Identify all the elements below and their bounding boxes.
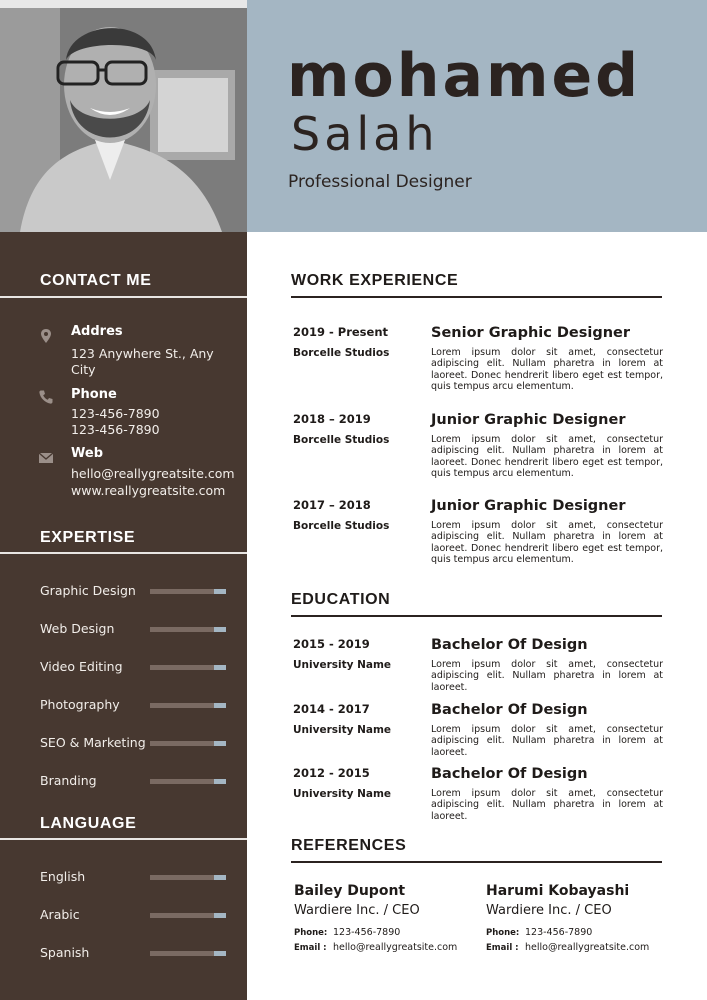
education-degree: Bachelor Of Design: [431, 702, 588, 718]
language-level-marker: [214, 913, 226, 918]
work-company: Borcelle Studios: [293, 520, 390, 532]
reference-name: Harumi Kobayashi: [486, 883, 630, 899]
work-date: 2019 - Present: [293, 325, 389, 339]
expertise-divider: [0, 552, 247, 554]
reference-role: Wardiere Inc. / CEO: [294, 903, 420, 918]
job-title: Professional Designer: [288, 172, 472, 192]
work-description: Lorem ipsum dolor sit amet, consectetur adipiscing elit. Nullam pharetra in lorem at laoreet. Donec hendrerit libero eget est tempor, quis tempus arcu elementum.: [431, 434, 663, 480]
work-position: Junior Graphic Designer: [431, 412, 626, 428]
education-description: Lorem ipsum dolor sit amet, consectetur adipiscing elit. Nullam pharetra in lorem at laoreet.: [431, 724, 663, 758]
education-school: University Name: [293, 788, 392, 800]
education-date: 2015 - 2019: [293, 637, 370, 651]
education-title: EDUCATION: [291, 591, 391, 608]
address-label: Addres: [71, 324, 123, 339]
skill-level-marker: [214, 741, 226, 746]
language-name: Spanish: [40, 945, 90, 960]
profile-photo: [0, 0, 247, 232]
education-description: Lorem ipsum dolor sit amet, consectetur adipiscing elit. Nullam pharetra in lorem at laoreet.: [431, 659, 663, 693]
work-divider: [291, 296, 662, 298]
skill-level-bar: [150, 665, 226, 670]
work-position: Junior Graphic Designer: [431, 498, 626, 514]
education-date: 2014 - 2017: [293, 702, 370, 716]
work-company: Borcelle Studios: [293, 434, 390, 446]
work-position: Senior Graphic Designer: [431, 325, 631, 341]
skill-level-marker: [214, 779, 226, 784]
reference-email: hello@reallygreatsite.com: [525, 942, 650, 953]
skill-name: Video Editing: [40, 659, 123, 674]
phone-icon: [38, 389, 54, 405]
language-level-marker: [214, 951, 226, 956]
sidebar: [0, 232, 247, 1000]
web-label: Web: [71, 446, 103, 461]
language-level-marker: [214, 875, 226, 880]
contact-divider: [0, 296, 247, 298]
reference-phone: 123-456-7890: [525, 927, 593, 938]
skill-level-bar: [150, 741, 226, 746]
phone-value-1: 123-456-7890: [71, 406, 160, 421]
skill-name: Web Design: [40, 621, 115, 636]
reference-email: hello@reallygreatsite.com: [333, 942, 458, 953]
website-value: www.reallygreatsite.com: [71, 483, 226, 498]
phone-label: Phone: [71, 387, 117, 402]
portrait-illustration: [0, 0, 247, 232]
email-value: hello@reallygreatsite.com: [71, 466, 235, 481]
skill-name: Branding: [40, 773, 97, 788]
reference-email-label: Email :: [294, 943, 327, 953]
name-header: [247, 0, 707, 232]
education-degree: Bachelor Of Design: [431, 637, 588, 653]
language-name: English: [40, 869, 86, 884]
work-title: WORK EXPERIENCE: [291, 272, 459, 289]
reference-phone-label: Phone:: [294, 928, 328, 938]
contact-title: CONTACT ME: [40, 272, 152, 289]
first-name: mohamed: [287, 41, 642, 111]
language-divider: [0, 838, 247, 840]
skill-level-bar: [150, 703, 226, 708]
skill-name: Photography: [40, 697, 120, 712]
language-level-bar: [150, 951, 226, 956]
language-level-bar: [150, 913, 226, 918]
education-description: Lorem ipsum dolor sit amet, consectetur adipiscing elit. Nullam pharetra in lorem at laoreet.: [431, 788, 663, 822]
education-divider: [291, 615, 662, 617]
work-date: 2018 – 2019: [293, 412, 371, 426]
email-icon: [38, 450, 54, 466]
last-name: Salah: [291, 107, 439, 161]
reference-role: Wardiere Inc. / CEO: [486, 903, 612, 918]
skill-level-bar: [150, 589, 226, 594]
address-value: 123 Anywhere St., Any City: [71, 346, 214, 377]
skill-level-marker: [214, 665, 226, 670]
work-date: 2017 – 2018: [293, 498, 371, 512]
language-title: LANGUAGE: [40, 815, 137, 832]
language-level-bar: [150, 875, 226, 880]
skill-level-bar: [150, 779, 226, 784]
education-school: University Name: [293, 659, 392, 671]
skill-level-marker: [214, 589, 226, 594]
reference-phone: 123-456-7890: [333, 927, 401, 938]
skill-level-bar: [150, 627, 226, 632]
work-company: Borcelle Studios: [293, 347, 390, 359]
references-divider: [291, 861, 662, 863]
education-school: University Name: [293, 724, 392, 736]
phone-value-2: 123-456-7890: [71, 422, 160, 437]
work-description: Lorem ipsum dolor sit amet, consectetur adipiscing elit. Nullam pharetra in lorem at laoreet. Donec hendrerit libero eget est tempor, quis tempus arcu elementum.: [431, 347, 663, 393]
education-degree: Bachelor Of Design: [431, 766, 588, 782]
references-title: REFERENCES: [291, 837, 407, 854]
expertise-title: EXPERTISE: [40, 529, 136, 546]
skill-level-marker: [214, 703, 226, 708]
work-description: Lorem ipsum dolor sit amet, consectetur adipiscing elit. Nullam pharetra in lorem at laoreet. Donec hendrerit libero eget est tempor, quis tempus arcu elementum.: [431, 520, 663, 566]
education-date: 2012 - 2015: [293, 766, 370, 780]
skill-name: Graphic Design: [40, 583, 136, 598]
language-name: Arabic: [40, 907, 80, 922]
skill-level-marker: [214, 627, 226, 632]
reference-phone-label: Phone:: [486, 928, 520, 938]
location-pin-icon: [38, 328, 54, 344]
skill-name: SEO & Marketing: [40, 735, 146, 750]
reference-name: Bailey Dupont: [294, 883, 406, 899]
reference-email-label: Email :: [486, 943, 519, 953]
